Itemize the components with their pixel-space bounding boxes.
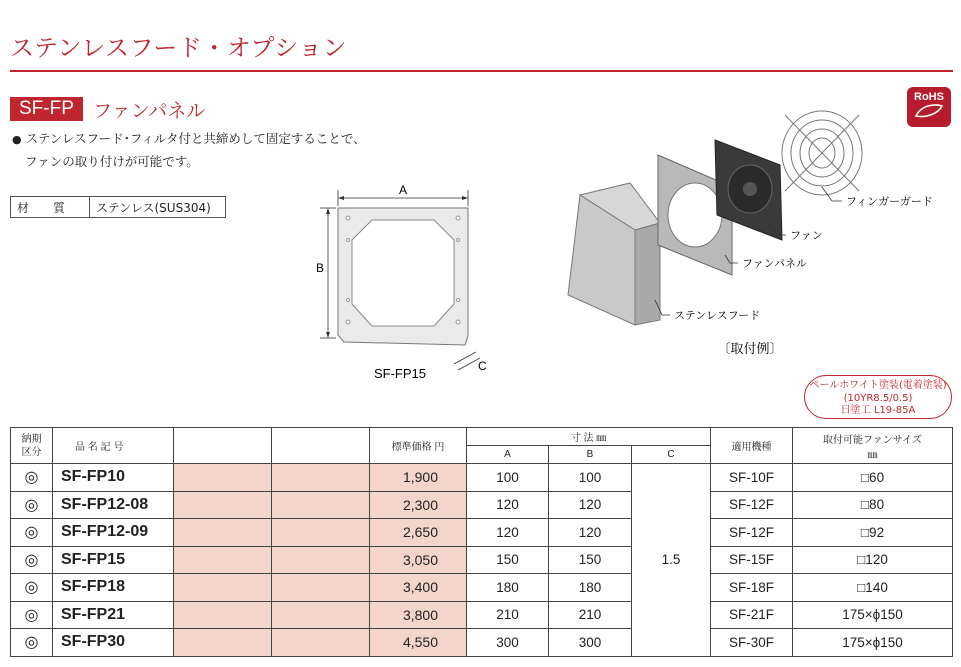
coating-line-1: ペールホワイト塗装(電着塗装): [809, 380, 947, 391]
product-code-badge: SF-FP: [10, 97, 83, 121]
dim-b: 210: [549, 601, 632, 629]
dim-a: 120: [467, 491, 549, 519]
blank-cell: [272, 464, 370, 492]
material-value: ステンレス(SUS304): [90, 197, 226, 218]
model: SF-15F: [711, 546, 793, 574]
dim-b: 300: [549, 629, 632, 657]
model: SF-30F: [711, 629, 793, 657]
product-name: ファンパネル: [93, 100, 206, 122]
blank-cell: [272, 629, 370, 657]
table-row: [11, 601, 953, 629]
assembly-illustration: [560, 95, 940, 370]
fan-size: □80: [793, 491, 953, 519]
header-dims: 寸 法 ㎜: [467, 428, 711, 446]
blank-cell: [174, 546, 272, 574]
dim-a-label: A: [398, 183, 408, 197]
blank-cell: [272, 601, 370, 629]
delivery-mark: ◎: [11, 574, 53, 602]
header-fan-label: 取付可能ファンサイズ: [823, 434, 922, 446]
model: SF-21F: [711, 601, 793, 629]
blank-cell: [272, 546, 370, 574]
price: 2,300: [370, 491, 467, 519]
header-fan-unit: ㎜: [867, 449, 878, 461]
header-blank-2: [272, 428, 370, 464]
material-table: [10, 196, 226, 218]
header-dim-b: B: [549, 446, 632, 464]
product-description: [12, 128, 366, 173]
product-code: SF-FP15: [53, 546, 174, 574]
label-fan: ファン: [790, 229, 823, 242]
price: 3,050: [370, 546, 467, 574]
title-divider: [10, 70, 953, 72]
price: 1,900: [370, 464, 467, 492]
description-line-1: ステンレスフード･フィルタ付と共締めして固定することで、: [25, 131, 366, 146]
delivery-mark: ◎: [11, 464, 53, 492]
assembly-caption: 〔取付例〕: [717, 342, 783, 357]
coating-info: [804, 375, 952, 419]
header-product-code: 品 名 記 号: [53, 428, 174, 464]
material-label: 材 質: [11, 197, 90, 218]
blank-cell: [174, 464, 272, 492]
product-code: SF-FP21: [53, 601, 174, 629]
price: 2,650: [370, 519, 467, 547]
fan-size: 175×ϕ150: [793, 601, 953, 629]
table-row: [11, 546, 953, 574]
table-row: [11, 491, 953, 519]
coating-line-3: 日塗工 L19-85A: [840, 405, 916, 416]
panel-dimension-drawing: [300, 180, 510, 390]
delivery-mark: ◎: [11, 491, 53, 519]
fan-size: □120: [793, 546, 953, 574]
delivery-mark: ◎: [11, 601, 53, 629]
header-dim-c: C: [632, 446, 711, 464]
dim-a: 210: [467, 601, 549, 629]
blank-cell: [272, 574, 370, 602]
dim-c: 1.5: [632, 464, 711, 657]
blank-cell: [272, 519, 370, 547]
blank-cell: [272, 491, 370, 519]
price: 3,800: [370, 601, 467, 629]
header-price: 標準価格 円: [370, 428, 467, 464]
dim-a: 120: [467, 519, 549, 547]
stainless-hood: [568, 183, 660, 325]
coating-line-2: (10YR8.5/0.5): [843, 392, 913, 404]
blank-cell: [174, 491, 272, 519]
table-row: [11, 574, 953, 602]
product-code: SF-FP30: [53, 629, 174, 657]
fan-size: □140: [793, 574, 953, 602]
model: SF-10F: [711, 464, 793, 492]
blank-cell: [174, 629, 272, 657]
header-blank-1: [174, 428, 272, 464]
product-code: SF-FP12-09: [53, 519, 174, 547]
dim-c-label: C: [478, 359, 487, 373]
blank-cell: [174, 519, 272, 547]
product-code: SF-FP18: [53, 574, 174, 602]
dim-b-label: B: [315, 261, 325, 275]
table-row: [11, 464, 953, 492]
delivery-mark: ◎: [11, 546, 53, 574]
header-fan: [793, 428, 953, 464]
blank-cell: [174, 574, 272, 602]
dim-a: 180: [467, 574, 549, 602]
model: SF-12F: [711, 491, 793, 519]
dim-b: 150: [549, 546, 632, 574]
delivery-mark: ◎: [11, 629, 53, 657]
label-finger-guard: フィンガーガード: [846, 195, 933, 208]
drawing-caption: SF-FP15: [373, 366, 427, 381]
panel-outline: [338, 208, 468, 345]
fan-size: 175×ϕ150: [793, 629, 953, 657]
label-fan-panel: ファンパネル: [742, 257, 808, 270]
fan-size: □60: [793, 464, 953, 492]
dim-b: 120: [549, 491, 632, 519]
product-code: SF-FP10: [53, 464, 174, 492]
page-title: ステンレスフード・オプション: [10, 34, 348, 62]
rohs-label: RoHS: [914, 91, 944, 103]
dim-b: 180: [549, 574, 632, 602]
bullet-icon: ●: [12, 133, 22, 146]
dim-a: 100: [467, 464, 549, 492]
spec-table: [10, 427, 953, 657]
blank-cell: [174, 601, 272, 629]
dim-a: 300: [467, 629, 549, 657]
table-row: [11, 519, 953, 547]
description-line-2: ファンの取り付けが可能です。: [25, 154, 199, 169]
header-model: 適用機種: [711, 428, 793, 464]
model: SF-18F: [711, 574, 793, 602]
dim-a: 150: [467, 546, 549, 574]
dim-b: 100: [549, 464, 632, 492]
finger-guard: [782, 111, 862, 195]
delivery-mark: ◎: [11, 519, 53, 547]
label-stainless-hood: ステンレスフード: [674, 309, 761, 322]
price: 4,550: [370, 629, 467, 657]
header-dim-a: A: [467, 446, 549, 464]
table-row: [11, 629, 953, 657]
fan-size: □92: [793, 519, 953, 547]
header-delivery: 納期 区分: [11, 428, 53, 464]
price: 3,400: [370, 574, 467, 602]
model: SF-12F: [711, 519, 793, 547]
dim-b: 120: [549, 519, 632, 547]
product-code: SF-FP12-08: [53, 491, 174, 519]
